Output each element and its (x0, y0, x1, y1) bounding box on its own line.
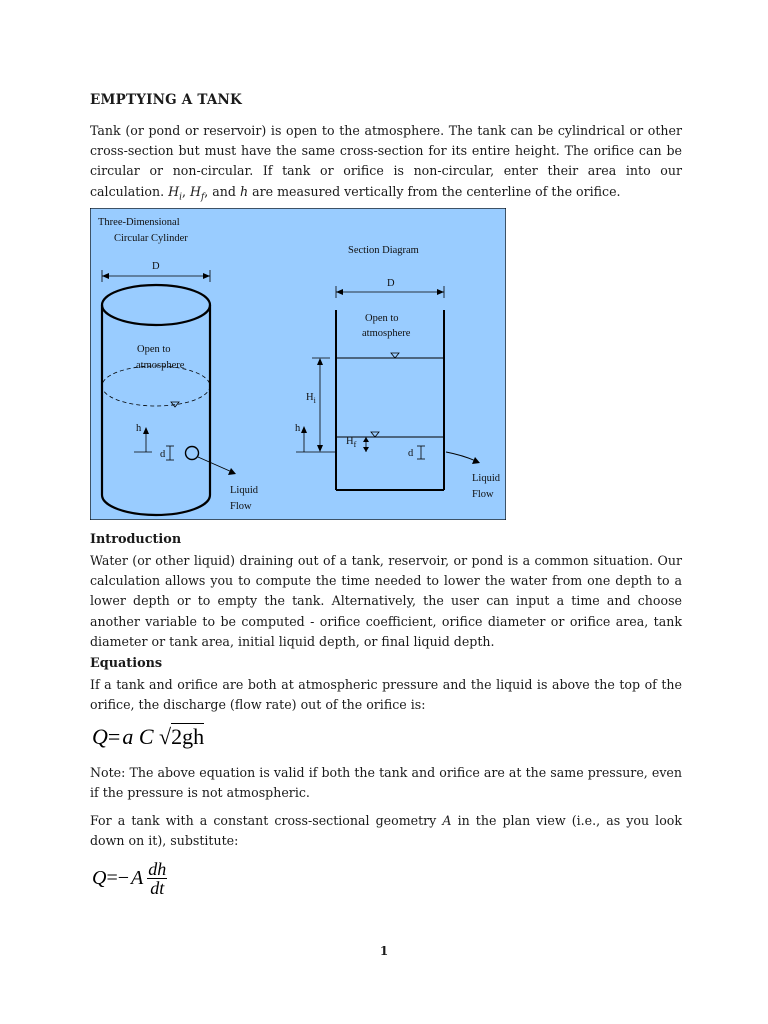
left-open-line2: atmosphere (136, 360, 185, 371)
tank-diagram-figure (90, 208, 506, 520)
substitution-equation: Q = − A dh dt (92, 859, 167, 898)
left-title-line2: Circular Cylinder (114, 233, 188, 244)
right-title: Section Diagram (348, 245, 419, 256)
var-hf: $H_f$ (189, 183, 205, 203)
intro-paragraph (90, 121, 682, 207)
left-open-line1: Open to (137, 344, 171, 355)
dh-dt-fraction: dh dt (148, 859, 167, 898)
introduction-heading: Introduction (90, 532, 182, 547)
right-flow-line1: Liquid (472, 473, 500, 484)
intro-text-before: Tank (or pond or reservoir) is open to the atmosphere. The tank can be cylindrical or other cross-section but must have the same cross-section for its entire height. The orifice can be circular or non-circular. If tank or orifice is non-circular, enter their area into our calculation. (90, 123, 682, 199)
equations-paragraph: If a tank and orifice are both at atmospheric pressure and the liquid is above the top of the orifice, the discharge (flow rate) out of the orifice is: (90, 677, 682, 713)
right-hf-label: $H_f$ (346, 436, 357, 449)
introduction-paragraph: Water (or other liquid) draining out of a tank, reservoir, or pond is a common situation. Our calculation allows you to compute the time needed to lower the water from one depth to a lower depth or to empty the tank. Alternatively, the user can input a time and choose another variable to be computed - orifice coefficient, orifice diameter or orifice area, tank diameter or tank area, initial liquid depth, or final liquid depth. (90, 553, 682, 649)
left-h-label: h (136, 423, 142, 434)
right-open-line2: atmosphere (362, 328, 411, 339)
right-d-small-label: d (408, 448, 414, 459)
left-flow-line2: Flow (230, 501, 252, 512)
left-d-label: D (152, 261, 160, 272)
right-h-label: h (295, 423, 301, 434)
note-paragraph: Note: The above equation is valid if both the tank and orifice are at the same pressure, even if the pressure is not atmospheric. (90, 765, 682, 801)
left-flow-line1: Liquid (230, 485, 258, 496)
right-d-label: D (387, 278, 395, 289)
comma: , (181, 183, 190, 199)
page-title: EMPTYING A TANK (90, 92, 242, 108)
equations-heading: Equations (90, 656, 163, 671)
intro-text-after: are measured vertically from the centerline of the orifice. (248, 183, 621, 199)
discharge-equation: Q=a C √2gh (92, 724, 205, 749)
var-hi: $H_i$ (168, 183, 182, 203)
left-title-line1: Three-Dimensional (98, 217, 180, 228)
right-flow-line2: Flow (472, 489, 494, 500)
var-h: h (240, 183, 249, 199)
plan-view-paragraph: For a tank with a constant cross-sectional geometry A in the plan view (i.e., as you look down on it), substitute: (90, 813, 682, 849)
right-hi-label: $H_i$ (306, 392, 316, 405)
and-word: , and (204, 183, 240, 199)
right-open-line1: Open to (365, 313, 399, 324)
var-a: A (442, 813, 452, 828)
left-d-small-label: d (160, 449, 166, 460)
page-number: 1 (379, 944, 389, 958)
